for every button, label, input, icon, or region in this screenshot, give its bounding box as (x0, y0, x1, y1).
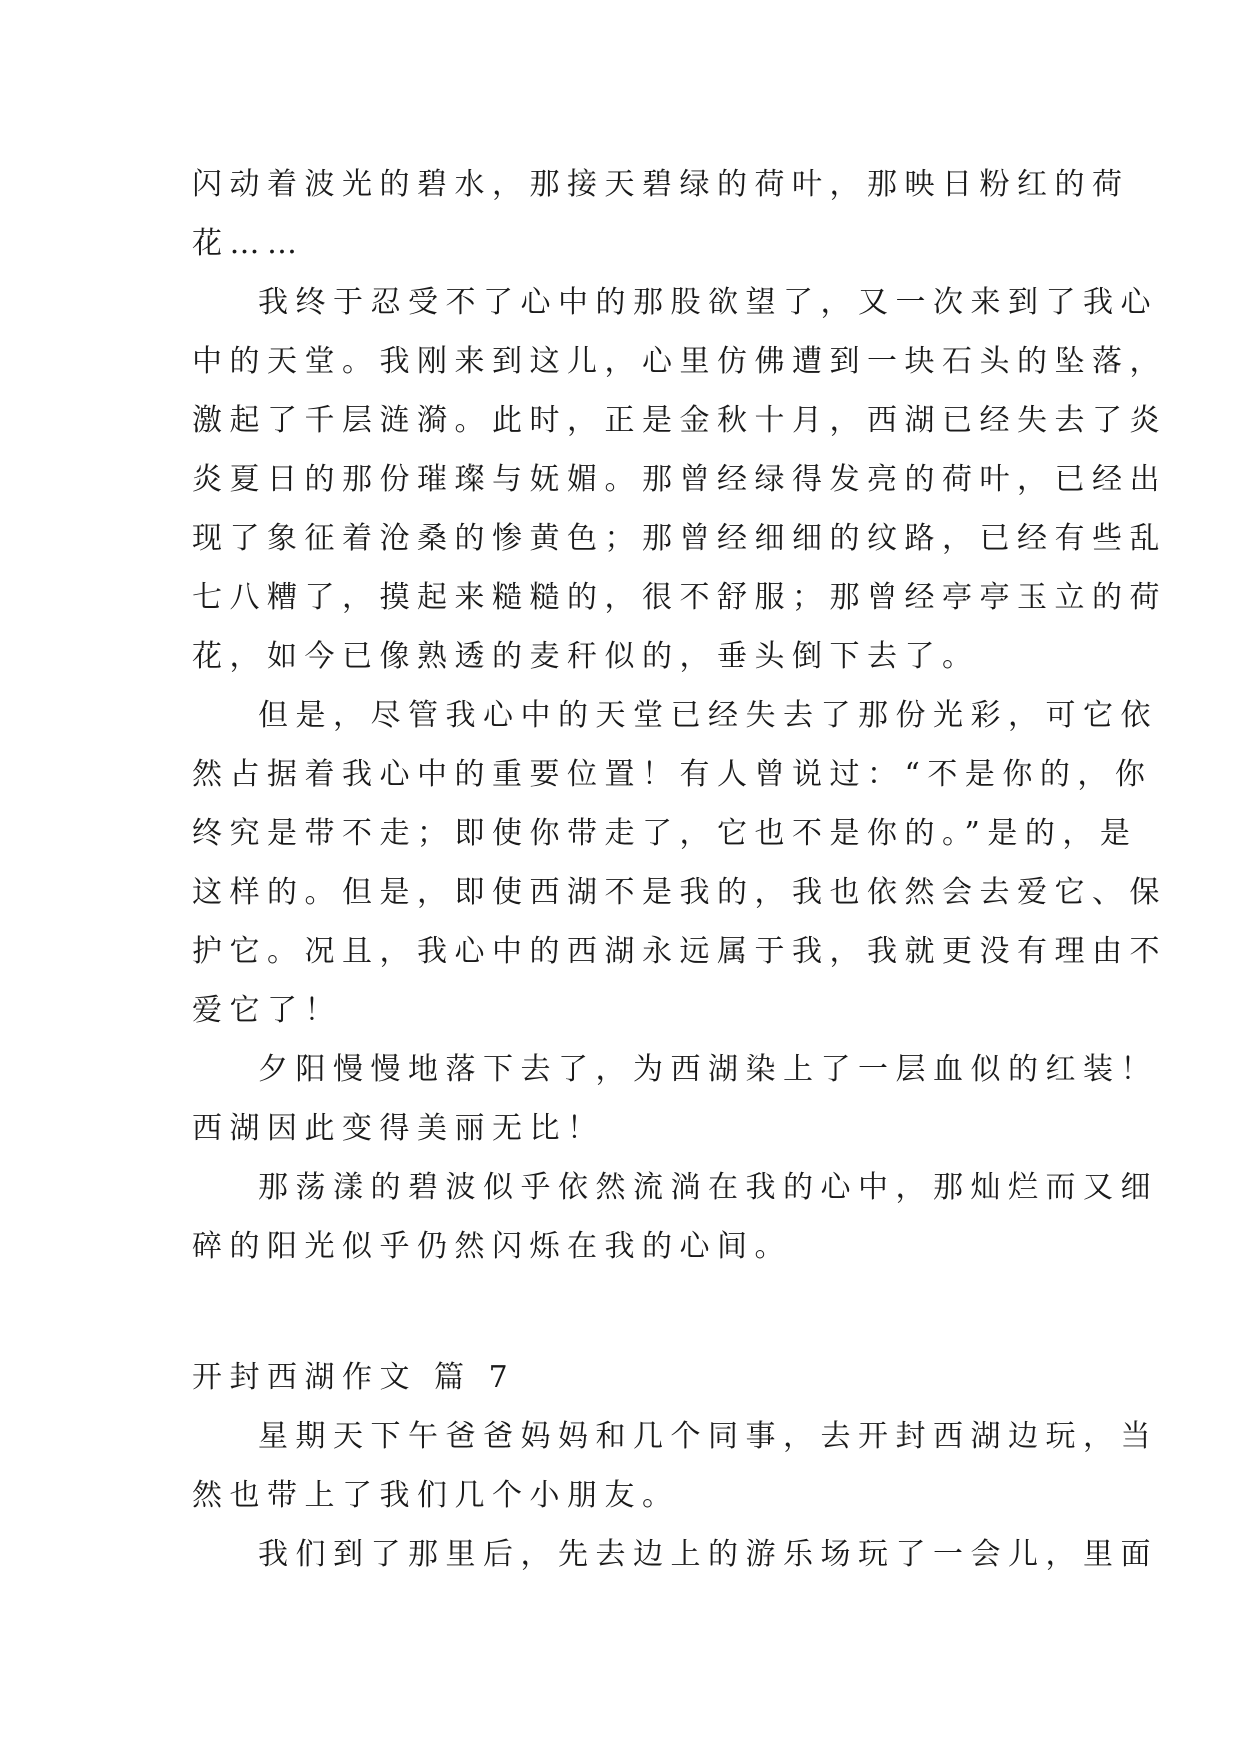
document-body (192, 155, 1167, 1584)
text-line: 西湖因此变得美丽无比！ (192, 1111, 605, 1146)
text-line: 爱它了！ (192, 993, 342, 1028)
text-line: 七八糟了，摸起来糙糙的，很不舒服；那曾经亭亭玉立的荷 (192, 580, 1167, 615)
text-line: 激起了千层涟漪。此时，正是金秋十月，西湖已经失去了炎 (192, 403, 1167, 438)
text-line: 现了象征着沧桑的惨黄色；那曾经细细的纹路，已经有些乱 (192, 521, 1167, 556)
paragraph-start-line: 我们到了那里后，先去边上的游乐场玩了一会儿，里面 (258, 1537, 1158, 1572)
text-line: 碎的阳光似乎仍然闪烁在我的心间。 (192, 1229, 792, 1264)
text-line: 中的天堂。我刚来到这儿，心里仿佛遭到一块石头的坠落， (192, 344, 1167, 379)
text-line: 终究是带不走；即使你带走了，它也不是你的。”是的，是 (192, 816, 1138, 851)
text-line: 然也带上了我们几个小朋友。 (192, 1478, 680, 1513)
text-line: 然占据着我心中的重要位置！有人曾说过：“不是你的，你 (192, 757, 1153, 792)
section-gap (192, 1276, 1050, 1348)
text-line: 花…… (192, 226, 305, 261)
text-line: 这样的。但是，即使西湖不是我的，我也依然会去爱它、保 (192, 875, 1167, 910)
paragraph-start-line: 我终于忍受不了心中的那股欲望了，又一次来到了我心 (258, 285, 1158, 320)
section-heading: 开封西湖作文 篇 7 (192, 1360, 516, 1395)
paragraph-start-line: 夕阳慢慢地落下去了，为西湖染上了一层血似的红装！ (258, 1052, 1158, 1087)
paragraph-start-line: 星期天下午爸爸妈妈和几个同事，去开封西湖边玩，当 (258, 1419, 1158, 1454)
text-line: 炎夏日的那份璀璨与妩媚。那曾经绿得发亮的荷叶，已经出 (192, 462, 1167, 497)
text-line: 护它。况且，我心中的西湖永远属于我，我就更没有理由不 (192, 934, 1167, 969)
text-line: 闪动着波光的碧水，那接天碧绿的荷叶，那映日粉红的荷 (192, 167, 1130, 202)
paragraph-start-line: 但是，尽管我心中的天堂已经失去了那份光彩，可它依 (258, 698, 1158, 733)
text-line: 花，如今已像熟透的麦秆似的，垂头倒下去了。 (192, 639, 980, 674)
paragraph-start-line: 那荡漾的碧波似乎依然流淌在我的心中，那灿烂而又细 (258, 1170, 1158, 1205)
